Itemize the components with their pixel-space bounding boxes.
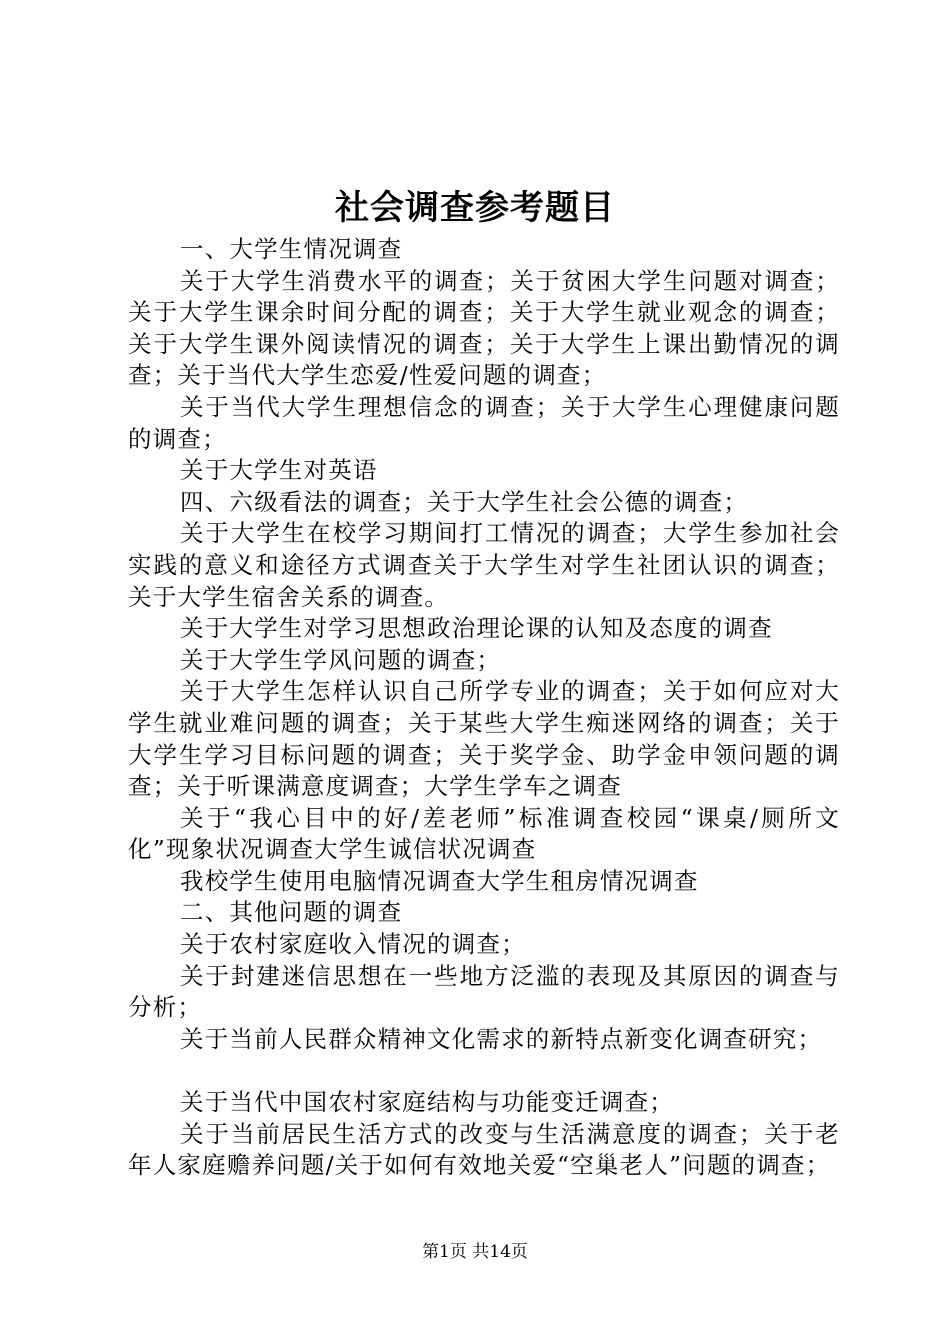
paragraph: 关于当代大学生理想信念的调查；关于大学生心理健康问题的调查； xyxy=(128,392,840,453)
paragraph: 关于封建迷信思想在一些地方泛滥的表现及其原因的调查与分析； xyxy=(128,961,840,1022)
paragraph: 关于农村家庭收入情况的调查； xyxy=(180,930,526,959)
paragraph: 关于“我心目中的好/差老师”标准调查校园“课桌/厕所文化”现象状况调查大学生诚信状况调查 xyxy=(128,803,840,864)
paragraph: 关于大学生学风问题的调查； xyxy=(180,645,502,674)
paragraph: 关于大学生消费水平的调查；关于贫困大学生问题对调查；关于大学生课余时间分配的调查；关于大学生就业观念的调查；关于大学生课外阅读情况的调查；关于大学生上课出勤情况的调查；关于当代大学生恋爱/性爱问题的调查； xyxy=(128,266,840,390)
paragraph: 关于当前人民群众精神文化需求的新特点新变化调查研究； xyxy=(180,1024,823,1053)
document-body xyxy=(128,234,840,1182)
document-title: 社会调查参考题目 xyxy=(335,188,615,228)
paragraph: 关于当代中国农村家庭结构与功能变迁调查； xyxy=(180,1088,674,1117)
blank-line xyxy=(128,1055,840,1087)
paragraph: 关于大学生对学习思想政治理论课的认知及态度的调查 xyxy=(180,614,773,643)
paragraph: 我校学生使用电脑情况调查大学生租房情况调查 xyxy=(180,866,699,895)
section-heading: 一、大学生情况调查 xyxy=(180,235,403,263)
paragraph: 关于大学生在校学习期间打工情况的调查；大学生参加社会实践的意义和途径方式调查关于大学生对学生社团认识的调查；关于大学生宿舍关系的调查。 xyxy=(128,519,840,611)
paragraph: 关于大学生对英语 xyxy=(180,456,378,485)
paragraph: 四、六级看法的调查；关于大学生社会公德的调查； xyxy=(180,487,749,516)
paragraph: 关于大学生怎样认识自己所学专业的调查；关于如何应对大学生就业难问题的调查；关于某些大学生痴迷网络的调查；关于大学生学习目标问题的调查；关于奖学金、助学金申领问题的调查；关于听课满意度调查；大学生学车之调查 xyxy=(128,677,840,801)
paragraph: 关于当前居民生活方式的改变与生活满意度的调查；关于老年人家庭赡养问题/关于如何有效地关爱“空巢老人”问题的调查； xyxy=(128,1119,840,1180)
page-number: 第1页 共14页 xyxy=(422,1242,528,1262)
section-heading: 二、其他问题的调查 xyxy=(180,898,403,927)
